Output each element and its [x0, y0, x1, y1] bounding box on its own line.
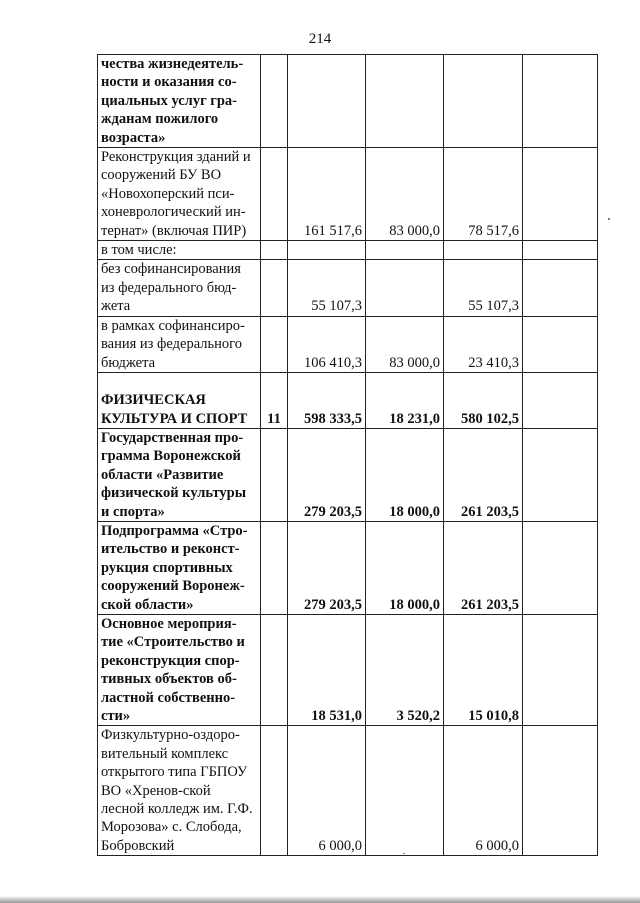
row-extra	[523, 241, 598, 260]
row-name: чества жизнедеятель-ности и оказания со-циальных услуг гра-жданам пожилого возраста»	[98, 55, 261, 148]
row-federal	[366, 260, 444, 316]
row-extra	[523, 55, 598, 148]
row-federal: 18 000,0	[366, 428, 444, 521]
row-total	[288, 55, 366, 148]
row-section	[261, 148, 288, 241]
budget-table	[97, 54, 598, 856]
row-total: 55 107,3	[288, 260, 366, 316]
row-name: в том числе:	[98, 241, 261, 260]
row-regional: 55 107,3	[444, 260, 523, 316]
row-section	[261, 614, 288, 725]
table-row	[98, 372, 598, 428]
row-name: Реконструкция зданий и сооружений БУ ВО «Новохоперский пси-хоневрологический ин-тернат» (включая ПИР)	[98, 148, 261, 241]
row-total	[288, 241, 366, 260]
row-extra	[523, 521, 598, 614]
row-name: Подпрограмма «Стро-ительство и реконст-рукция спортивных сооружений Воронеж-ской области»	[98, 521, 261, 614]
row-section	[261, 241, 288, 260]
scan-edge	[0, 896, 640, 903]
row-federal	[366, 55, 444, 148]
page-number: 214	[308, 31, 332, 47]
row-section	[261, 260, 288, 316]
row-section	[261, 521, 288, 614]
row-name: Основное мероприя-тие «Строительство и реконструкция спор-тивных объектов об-ластной собственно-сти»	[98, 614, 261, 725]
table-row	[98, 316, 598, 372]
table-row	[98, 55, 598, 148]
row-regional: 23 410,3	[444, 316, 523, 372]
row-total: 598 333,5	[288, 372, 366, 428]
row-section	[261, 428, 288, 521]
row-federal: 83 000,0	[366, 148, 444, 241]
table-row	[98, 428, 598, 521]
row-name: Физкультурно-оздоро-вительный комплекс открытого типа ГБПОУ ВО «Хренов-ской лесной колледж им. Г.Ф. Морозова» с. Слобода, Бобровский	[98, 726, 261, 856]
row-extra	[523, 614, 598, 725]
row-total: 279 203,5	[288, 428, 366, 521]
row-name: ФИЗИЧЕСКАЯ КУЛЬТУРА И СПОРТ	[98, 372, 261, 428]
row-regional: 580 102,5	[444, 372, 523, 428]
row-federal	[366, 726, 444, 856]
row-section: 11	[261, 372, 288, 428]
row-federal: 3 520,2	[366, 614, 444, 725]
row-total: 6 000,0	[288, 726, 366, 856]
table-row	[98, 260, 598, 316]
scan-speck	[608, 218, 610, 220]
row-regional: 6 000,0	[444, 726, 523, 856]
row-total: 106 410,3	[288, 316, 366, 372]
row-regional	[444, 241, 523, 260]
table-row	[98, 148, 598, 241]
row-total: 279 203,5	[288, 521, 366, 614]
row-federal: 18 231,0	[366, 372, 444, 428]
row-extra	[523, 260, 598, 316]
row-federal: 83 000,0	[366, 316, 444, 372]
table-row	[98, 521, 598, 614]
row-section	[261, 726, 288, 856]
row-extra	[523, 428, 598, 521]
row-regional	[444, 55, 523, 148]
row-name: Государственная про-грамма Воронежской области «Развитие физической культуры и спорта»	[98, 428, 261, 521]
row-regional: 78 517,6	[444, 148, 523, 241]
table-row	[98, 726, 598, 856]
row-total: 18 531,0	[288, 614, 366, 725]
row-extra	[523, 316, 598, 372]
row-extra	[523, 148, 598, 241]
scan-speck	[403, 853, 405, 854]
row-total: 161 517,6	[288, 148, 366, 241]
row-name: в рамках софинансиро-вания из федерального бюджета	[98, 316, 261, 372]
row-regional: 261 203,5	[444, 521, 523, 614]
row-section	[261, 316, 288, 372]
row-name: без софинансирования из федерального бюд-жета	[98, 260, 261, 316]
row-federal	[366, 241, 444, 260]
row-federal: 18 000,0	[366, 521, 444, 614]
row-regional: 15 010,8	[444, 614, 523, 725]
table-row	[98, 241, 598, 260]
row-extra	[523, 726, 598, 856]
row-regional: 261 203,5	[444, 428, 523, 521]
row-section	[261, 55, 288, 148]
row-extra	[523, 372, 598, 428]
table-row	[98, 614, 598, 725]
